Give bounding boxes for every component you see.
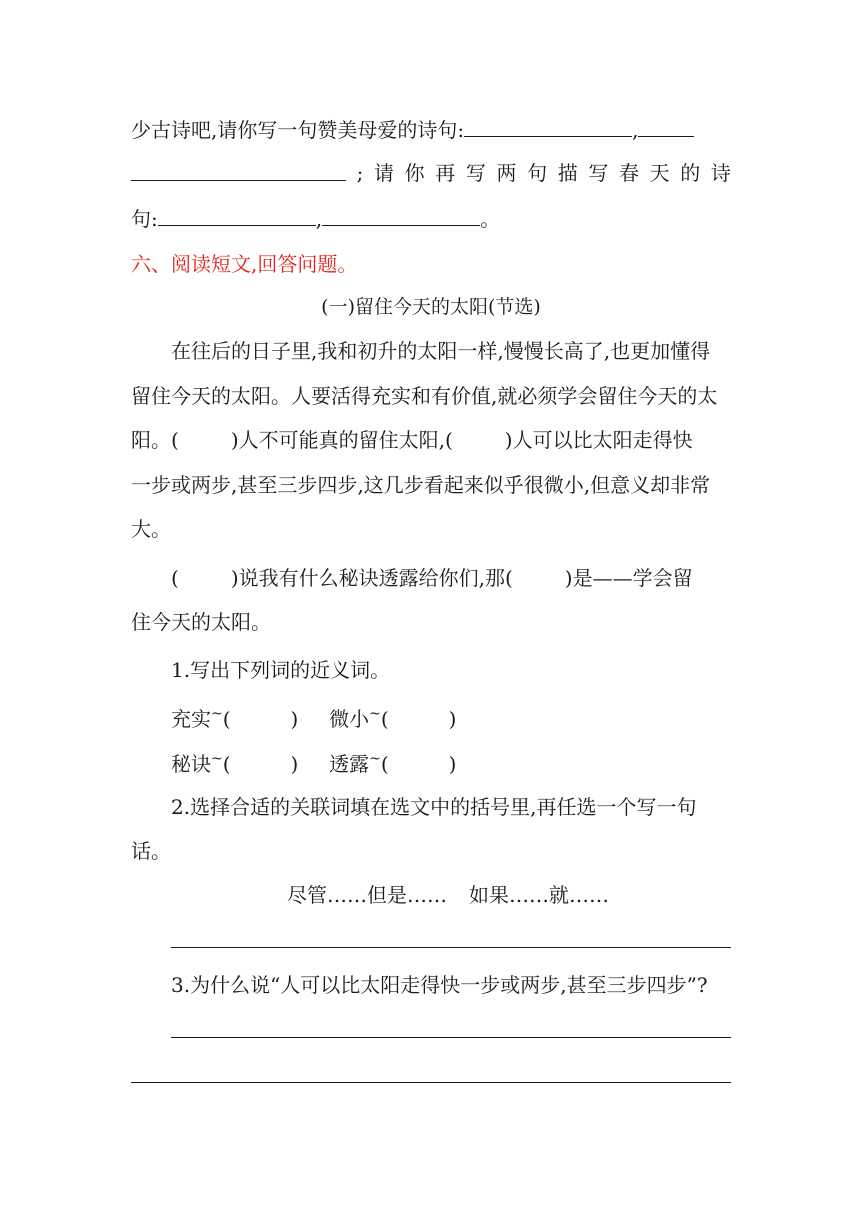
passage-text: ( [171, 566, 179, 590]
synonym-item: 充实~( ) [171, 706, 299, 731]
passage-line: 住今天的太阳。 [131, 610, 271, 634]
synonym-item: 秘诀~( ) [171, 751, 299, 776]
poem-end-mark: 。 [480, 207, 501, 231]
section-heading: 六、阅读短文,回答问题。 [131, 252, 358, 276]
poem-char: ; [356, 161, 364, 185]
passage-line [171, 563, 731, 593]
poem-line-1 [131, 114, 731, 145]
connector-options [287, 880, 687, 910]
passage-text: )人可以比太阳走得快 [504, 428, 693, 452]
answer-blank[interactable] [322, 203, 480, 226]
poem-char: 两 [496, 161, 517, 185]
synonym-item: 透露~( ) [329, 751, 457, 776]
passage-line: 大。 [131, 517, 171, 541]
synonym-item: 微小~( ) [329, 706, 457, 731]
poem-char: 诗 [710, 161, 731, 185]
connector-option: 尽管……但是…… [287, 883, 447, 907]
poem-separator: , [315, 207, 323, 231]
poem-char: 写 [465, 161, 486, 185]
poem-line-2 [131, 158, 731, 188]
answer-blank[interactable] [158, 203, 316, 226]
answer-blank[interactable] [131, 158, 346, 181]
poem-line-3 [131, 203, 731, 234]
poem-char: 写 [588, 161, 609, 185]
poem-char: 请 [374, 161, 394, 185]
poem-char: 的 [680, 161, 701, 185]
answer-blank[interactable] [464, 114, 632, 137]
passage-line: 一步或两步,甚至三步四步,这几步看起来似乎很微小,但意义却非常 [131, 473, 711, 497]
poem-char: 春 [619, 161, 639, 185]
question-2-prompt-cont: 话。 [131, 839, 171, 863]
passage-line: 在往后的日子里,我和初升的太阳一样,慢慢长高了,也更加懂得 [171, 339, 711, 363]
answer-line[interactable] [171, 1037, 731, 1038]
answer-line[interactable] [171, 947, 731, 948]
passage-line: 留住今天的太阳。人要活得充实和有价值,就必须学会留住今天的太 [131, 384, 718, 408]
passage-line [131, 425, 731, 455]
passage-text: )说我有什么秘诀透露给你们,那( [230, 566, 513, 590]
question-3-prompt: 3.为什么说“人可以比太阳走得快一步或两步,甚至三步四步”? [171, 973, 708, 997]
poem-char: 句 [527, 161, 548, 185]
poem-char: 天 [649, 161, 670, 185]
answer-line[interactable] [131, 1082, 731, 1083]
poem-char: 你 [404, 161, 425, 185]
question-1-prompt: 1.写出下列词的近义词。 [171, 658, 391, 682]
passage-text: 阳。( [131, 428, 179, 452]
poem-char: 再 [435, 161, 456, 185]
passage-text: )是——学会留 [564, 566, 693, 590]
answer-blank[interactable] [638, 114, 694, 137]
passage-title: (一)留住今天的太阳(节选) [321, 296, 541, 318]
connector-option: 如果……就…… [469, 883, 609, 907]
poem-line-3-text: 句: [131, 207, 158, 231]
synonym-row-1 [171, 699, 731, 734]
question-2-prompt: 2.选择合适的关联词填在选文中的括号里,再任选一个写一句 [171, 795, 697, 819]
passage-text: )人不可能真的留住太阳,( [230, 428, 453, 452]
poem-line-1-text: 少古诗吧,请你写一句赞美母爱的诗句: [131, 118, 465, 142]
poem-separator: , [632, 118, 639, 142]
synonym-row-2 [171, 744, 731, 779]
poem-char: 描 [557, 161, 578, 185]
